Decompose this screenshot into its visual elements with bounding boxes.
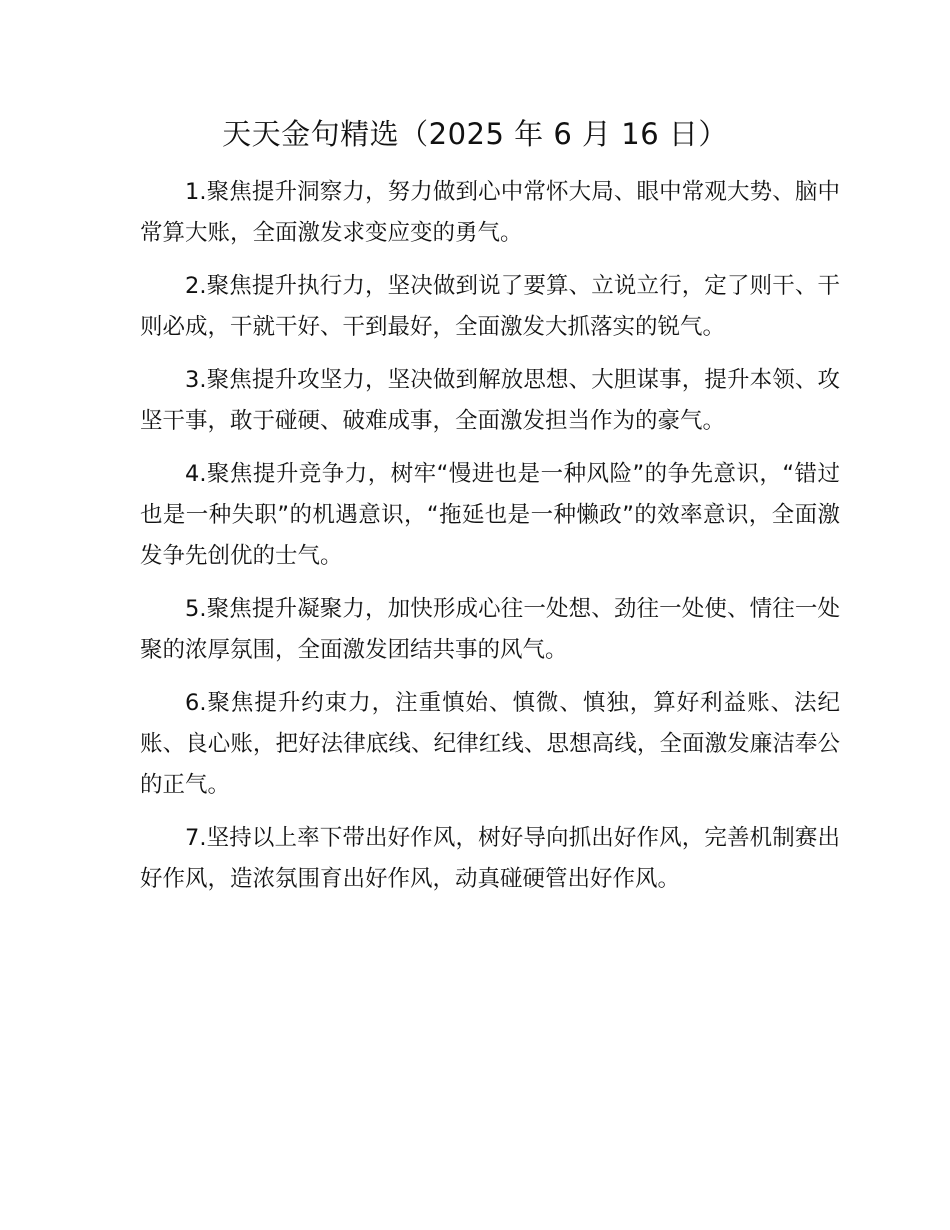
paragraph-3: 3.聚焦提升攻坚力，坚决做到解放思想、大胆谋事，提升本领、攻坚干事，敢于碰硬、破难成事，全面激发担当作为的豪气。 — [140, 367, 840, 434]
paragraph-4: 4.聚焦提升竞争力，树牢“慢进也是一种风险”的争先意识，“错过也是一种失职”的机遇意识，“拖延也是一种懒政”的效率意识，全面激发争先创优的士气。 — [140, 461, 840, 569]
paragraph-2: 2.聚焦提升执行力，坚决做到说了要算、立说立行，定了则干、干则必成，干就干好、干到最好，全面激发大抓落实的锐气。 — [140, 273, 840, 340]
page-title: 天天金句精选（2025 年 6 月 16 日） — [222, 117, 728, 151]
document-body — [140, 172, 840, 912]
paragraph-5: 5.聚焦提升凝聚力，加快形成心往一处想、劲往一处使、情往一处聚的浓厚氛围，全面激发团结共事的风气。 — [140, 596, 840, 663]
paragraph-6: 6.聚焦提升约束力，注重慎始、慎微、慎独，算好利益账、法纪账、良心账，把好法律底线、纪律红线、思想高线，全面激发廉洁奉公的正气。 — [140, 690, 840, 798]
paragraph-7: 7.坚持以上率下带出好作风，树好导向抓出好作风，完善机制赛出好作风，造浓氛围育出好作风，动真碰硬管出好作风。 — [140, 825, 840, 892]
paragraph-1: 1.聚焦提升洞察力，努力做到心中常怀大局、眼中常观大势、脑中常算大账，全面激发求变应变的勇气。 — [140, 179, 840, 246]
